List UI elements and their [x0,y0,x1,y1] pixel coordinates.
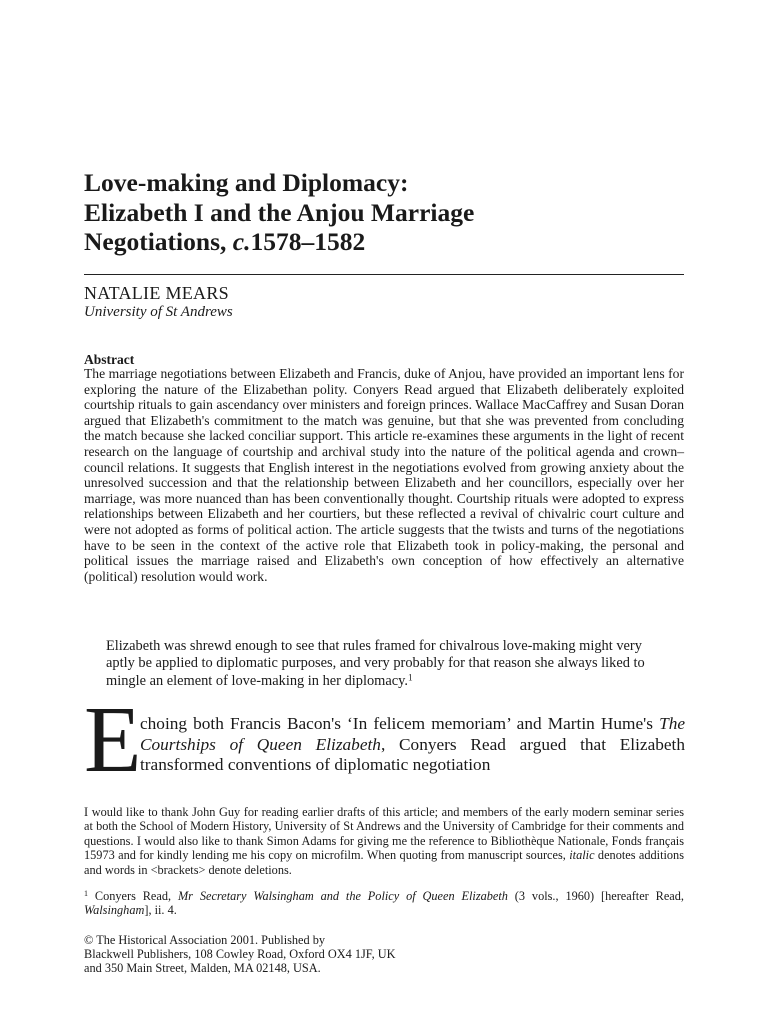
title-line-3 [84,227,684,257]
title-rule [84,274,684,275]
opening-paragraph [140,714,685,776]
ack-italic-word: italic [569,848,595,863]
title-line-2: Elizabeth I and the Anjou Marriage [84,197,475,227]
abstract-body: The marriage negotiations between Elizabeth and Francis, duke of Anjou, have provided an important lens for exploring the nature of the Elizabethan polity. Conyers Read argued that Elizabeth deliberately exploited courtship rituals to gain ascendancy over ministers and foreign princes. Wallace MacCaffrey and Susan Doran argued that Elizabeth's commitment to the match was genuine, but that she was prevented from concluding the match because she lacked conciliar support. This article re-examines these arguments in the light of recent research on the language of courtship and archival study into the nature of the political agenda and crown–council relations. It suggests that English interest in the negotiations evolved from growing anxiety about the unresolved succession and that the relationship between Elizabeth and her councillors, especially over her marriage, was more nuanced than has been conventionally thought. Courtship rituals were adopted to express relationships between Elizabeth and her courtiers, but these reflected a revival of chivalric court culture and were not adopted as forms of political action. The article suggests that the twists and turns of the negotiations have to be seen in the context of the active role that Elizabeth took in policy-making, the personal and political issues the marriage raised and Elizabeth's own conception of how effectively an alternative (political) resolution would work. [84,366,684,584]
footnote-book-title: Mr Secretary Walsingham and the Policy of Queen Elizabeth [177,889,508,903]
title-line-1: Love-making and Diplomacy: [84,168,409,197]
copyright-line-3: and 350 Main Street, Malden, MA 02148, USA. [84,960,321,975]
copyright-notice [84,934,396,975]
footnote-number: 1 [84,889,88,899]
footnote-text-1: Conyers Read, [88,889,178,903]
author-affiliation: University of St Andrews [84,304,233,320]
acknowledgement-note [84,805,684,877]
epigraph-note-ref[interactable]: 1 [407,672,413,683]
ack-text-1: I would like to thank John Guy for reading earlier drafts of this article; and members of the early modern seminar series at both the School of Modern History, University of St Andrews and the University of Cambridge for their comments and questions. I would also like to thank Simon Adams for giving me the reference to Bibliothèque Nationale, Fonds français 15973 and for kindly lending me his copy on microfilm. When quoting from manuscript sources, [84,805,684,863]
footnote-text-3: ], ii. 4. [144,903,177,918]
footnote-short-title: Walsingham [84,903,145,918]
author-name: NATALIE MEARS [84,283,229,303]
abstract-heading: Abstract [84,352,135,367]
title-line-3-prefix: Negotiations, [84,227,233,256]
epigraph-quote [106,638,662,690]
epigraph-text: Elizabeth was shrewd enough to see that rules framed for chivalrous love-making might very aptly be applied to diplomatic purposes, and very probably for that reason she always liked to mingle an element of love-making in her diplomacy. [106,638,645,689]
article-title [84,168,684,257]
copyright-line-2: Blackwell Publishers, 108 Cowley Road, Oxford OX4 1JF, UK [84,946,396,961]
title-date-range: 1578–1582 [250,227,366,256]
title-circa: c. [232,227,251,256]
footnote-1 [84,889,684,918]
opening-book-title: The Courtships of Queen Elizabeth [140,714,685,754]
footnote-text-2: (3 vols., 1960) [hereafter Read, [507,889,684,903]
opening-text-2: , Conyers Read argued that Elizabeth transformed conventions of diplomatic negotiation [140,734,685,774]
ack-text-2: denotes additions and words in <brackets> denote deletions. [84,848,684,877]
copyright-line-1: © The Historical Association 2001. Published by [84,933,326,947]
opening-text-1: choing both Francis Bacon's ‘In felicem memoriam’ and Martin Hume's [140,714,660,733]
drop-cap: E [84,688,142,792]
